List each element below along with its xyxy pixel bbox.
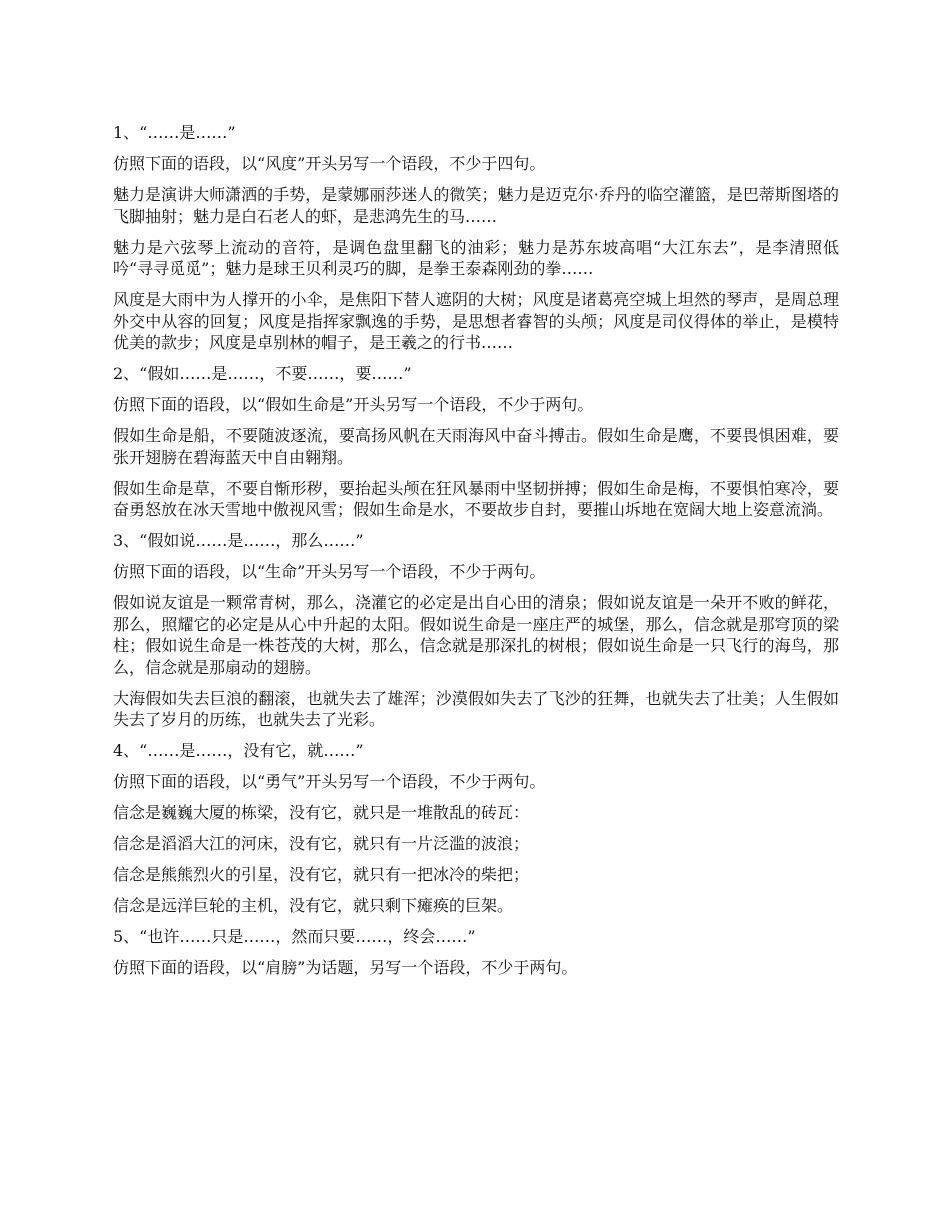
example-paragraph: 假如生命是船，不要随波逐流，要高扬风帆在天雨海风中奋斗搏击。假如生命是鹰，不要畏惧困难，要张开翅膀在碧海蓝天中自由翱翔。	[113, 426, 839, 467]
section-heading-2: 2、“假如……是……，不要……，要……”	[113, 364, 412, 383]
example-line: 信念是巍巍大厦的栋梁，没有它，就只是一堆散乱的砖瓦：	[113, 803, 530, 822]
instruction-1: 仿照下面的语段，以“风度”开头另写一个语段，不少于四句。	[113, 154, 546, 173]
example-line: 信念是熊熊烈火的引星，没有它，就只有一把冰冷的柴把；	[113, 865, 530, 884]
instruction-4: 仿照下面的语段，以“勇气”开头另写一个语段，不少于两句。	[113, 772, 546, 791]
answer-paragraph: 风度是大雨中为人撑开的小伞，是焦阳下替人遮阴的大树；风度是诸葛亮空城上坦然的琴声，是周总理外交中从容的回复；风度是指挥家飘逸的手势，是思想者睿智的头颅；风度是司仪得体的举止，是模特优美的款步；风度是卓别林的帽子，是王羲之的行书……	[113, 290, 839, 352]
example-line: 信念是滔滔大江的河床，没有它，就只有一片泛滥的波浪；	[113, 834, 530, 853]
section-heading-4: 4、“……是……，没有它，就……”	[113, 741, 364, 760]
section-heading-1: 1、“……是……”	[113, 123, 236, 142]
example-paragraph: 魅力是六弦琴上流动的音符，是调色盘里翻飞的油彩；魅力是苏东坡高唱“大江东去”，是李清照低吟“寻寻觅觅”；魅力是球王贝利灵巧的脚，是拳王泰森刚劲的拳……	[113, 237, 839, 278]
example-paragraph: 假如说友谊是一颗常青树，那么，浇灌它的必定是出自心田的清泉；假如说友谊是一朵开不败的鲜花，那么，照耀它的必定是从心中升起的太阳。假如说生命是一座庄严的城堡，那么，信念就是那穹顶的梁柱；假如说生命是一株苍茂的大树，那么，信念就是那深扎的树根；假如说生命是一只飞行的海鸟，那么，信念就是那扇动的翅膀。	[113, 593, 839, 677]
instruction-2: 仿照下面的语段，以“假如生命是”开头另写一个语段，不少于两句。	[113, 395, 594, 414]
instruction-3: 仿照下面的语段，以“生命”开头另写一个语段，不少于两句。	[113, 562, 546, 581]
answer-paragraph: 假如生命是草，不要自惭形秽，要抬起头颅在狂风暴雨中坚韧拼搏；假如生命是梅，不要惧怕寒冷，要奋勇怒放在冰天雪地中傲视风雪；假如生命是水，不要故步自封，要摧山坼地在宽阔大地上姿意流淌。	[113, 478, 839, 519]
section-heading-5: 5、“也许……只是……，然而只要……，终会……”	[113, 927, 476, 946]
answer-paragraph: 大海假如失去巨浪的翻滚，也就失去了雄浑；沙漠假如失去了飞沙的狂舞，也就失去了壮美；人生假如失去了岁月的历练，也就失去了光彩。	[113, 688, 839, 729]
instruction-5: 仿照下面的语段，以“肩膀”为话题，另写一个语段，不少于两句。	[113, 958, 578, 977]
document-body	[113, 122, 839, 988]
example-paragraph: 魅力是演讲大师潇洒的手势，是蒙娜丽莎迷人的微笑；魅力是迈克尔·乔丹的临空灌篮，是巴蒂斯图塔的飞脚抽射；魅力是白石老人的虾，是悲鸿先生的马……	[113, 185, 839, 226]
section-heading-3: 3、“假如说……是……，那么……”	[113, 531, 364, 550]
example-line: 信念是远洋巨轮的主机，没有它，就只剩下瘫痪的巨架。	[113, 896, 514, 915]
